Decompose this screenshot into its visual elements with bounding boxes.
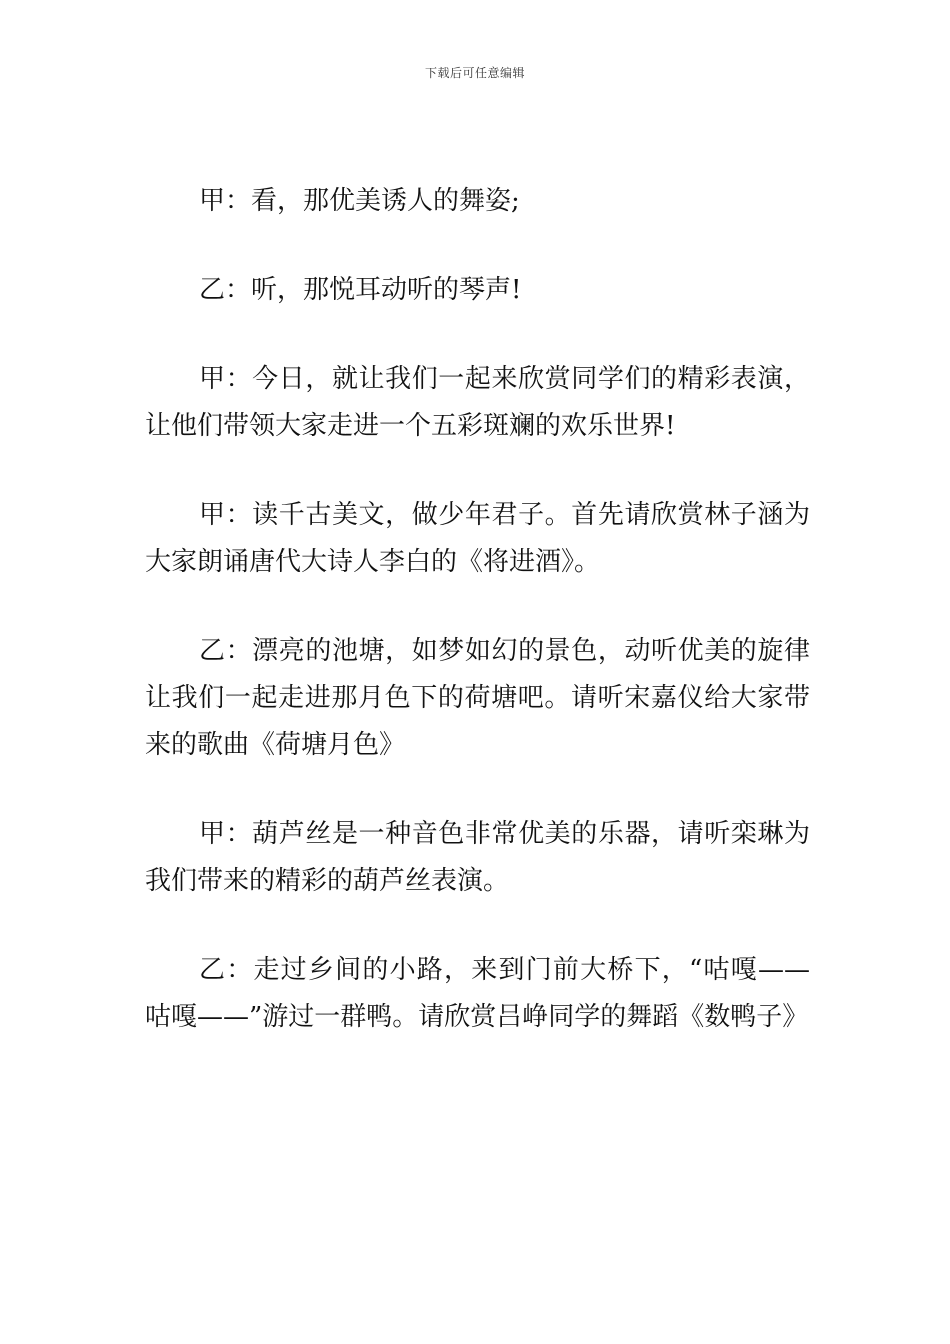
paragraph-5: 乙：漂亮的池塘，如梦如幻的景色，动听优美的旋律让我们一起走进那月色下的荷塘吧。请听宋嘉仪给大家带来的歌曲《荷塘月色》 (145, 636, 810, 760)
paragraph-7: 乙：走过乡间的小路，来到门前大桥下，“咕嘎——咕嘎——”游过一群鸭。请欣赏吕峥同学的舞蹈《数鸭子》 (145, 955, 810, 1032)
paragraph-1: 甲：看，那优美诱人的舞姿; (199, 186, 520, 216)
paragraph-2: 乙：听，那悦耳动听的琴声! (199, 275, 522, 305)
page-header: 下载后可任意编辑 (424, 66, 525, 80)
paragraph-3: 甲：今日，就让我们一起来欣赏同学们的精彩表演，让他们带领大家走进一个五彩斑斓的欢乐世界! (145, 364, 810, 441)
paragraph-4: 甲：读千古美文，做少年君子。首先请欣赏林子涵为大家朗诵唐代大诗人李白的《将进酒》。 (145, 500, 810, 577)
paragraph-6: 甲：葫芦丝是一种音色非常优美的乐器，请听栾琳为我们带来的精彩的葫芦丝表演。 (145, 819, 810, 896)
document-body (145, 178, 810, 1083)
